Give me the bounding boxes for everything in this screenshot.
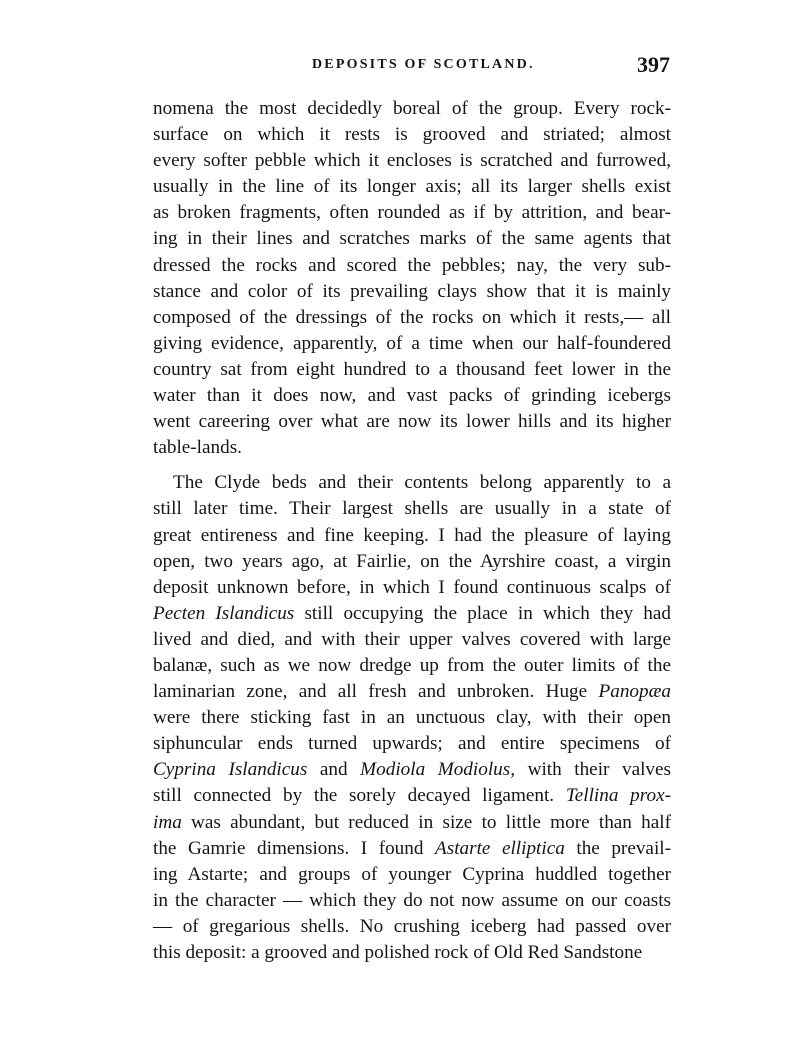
text-line: usually in the line of its longer axis; all its larger shells exist <box>153 176 671 198</box>
italic-term: Astarte elliptica <box>435 837 565 859</box>
text-line: composed of the dressings of the rocks on which it rests,— all <box>153 306 671 328</box>
text-line: dressed the rocks and scored the pebbles; nay, the very sub- <box>153 254 671 276</box>
text-line: still later time. Their largest shells are usually in a state of <box>153 498 671 520</box>
italic-term: Pecten Islandicus <box>153 602 295 624</box>
italic-term: Modiola Modiolus, <box>360 759 516 781</box>
paragraph <box>153 96 671 461</box>
running-title: DEPOSITS OF SCOTLAND. <box>312 57 535 72</box>
paragraph-gap <box>153 461 671 470</box>
text-line: this deposit: a grooved and polished rock of Old Red Sandstone <box>153 942 643 963</box>
text-line: Cyprina Islandicus and Modiola Modiolus, with their valves <box>153 759 671 781</box>
text-line: ing in their lines and scratches marks of the same agents that <box>153 228 671 250</box>
text-line: the Gamrie dimensions. I found Astarte elliptica the prevail- <box>153 837 672 859</box>
text-line: ing Astarte; and groups of younger Cyprina huddled together <box>153 863 671 885</box>
text-line: as broken fragments, often rounded as if by attrition, and bear- <box>153 202 671 224</box>
text-line: ima was abundant, but reduced in size to little more than half <box>153 811 671 833</box>
text-line: table-lands. <box>153 437 242 459</box>
text-line: laminarian zone, and all fresh and unbroken. Huge Panopæa <box>153 681 671 703</box>
text-line: still connected by the sorely decayed ligament. Tellina prox- <box>153 785 671 807</box>
text-line: deposit unknown before, in which I found continuous scalps of <box>153 576 671 598</box>
text-line: giving evidence, apparently, of a time when our half-foundered <box>153 332 671 354</box>
text-line: went careering over what are now its lower hills and its higher <box>153 411 671 433</box>
text-line: open, two years ago, at Fairlie, on the Ayrshire coast, a virgin <box>153 550 671 572</box>
text-line: great entireness and fine keeping. I had the pleasure of laying <box>153 524 671 546</box>
text-line: water than it does now, and vast packs of grinding icebergs <box>153 385 671 407</box>
text-line: were there sticking fast in an unctuous clay, with their open <box>153 707 671 729</box>
text-line: country sat from eight hundred to a thousand feet lower in the <box>153 358 671 380</box>
italic-term: ima <box>153 811 182 833</box>
italic-term: Panopæa <box>598 681 671 703</box>
text-line: balanæ, such as we now dredge up from the outer limits of the <box>153 654 671 676</box>
italic-term: Cyprina Islandicus <box>153 759 308 781</box>
body-text <box>153 96 671 966</box>
paragraph <box>153 470 671 966</box>
text-line: every softer pebble which it encloses is scratched and furrowed, <box>153 150 671 172</box>
running-head <box>150 52 680 84</box>
italic-term: Tellina prox- <box>565 785 671 807</box>
page-number: 397 <box>637 52 670 77</box>
text-line: nomena the most decidedly boreal of the group. Every rock- <box>153 98 671 119</box>
text-line: — of gregarious shells. No crushing iceberg had passed over <box>153 915 671 937</box>
text-line: The Clyde beds and their contents belong apparently to a <box>173 472 671 494</box>
text-line: surface on which it rests is grooved and striated; almost <box>153 124 671 146</box>
text-line: in the character — which they do not now assume on our coasts <box>153 889 671 911</box>
text-line: siphuncular ends turned upwards; and entire specimens of <box>153 733 671 755</box>
text-line: Pecten Islandicus still occupying the place in which they had <box>153 602 671 624</box>
text-line: stance and color of its prevailing clays show that it is mainly <box>153 280 671 302</box>
text-line: lived and died, and with their upper valves covered with large <box>153 628 671 650</box>
